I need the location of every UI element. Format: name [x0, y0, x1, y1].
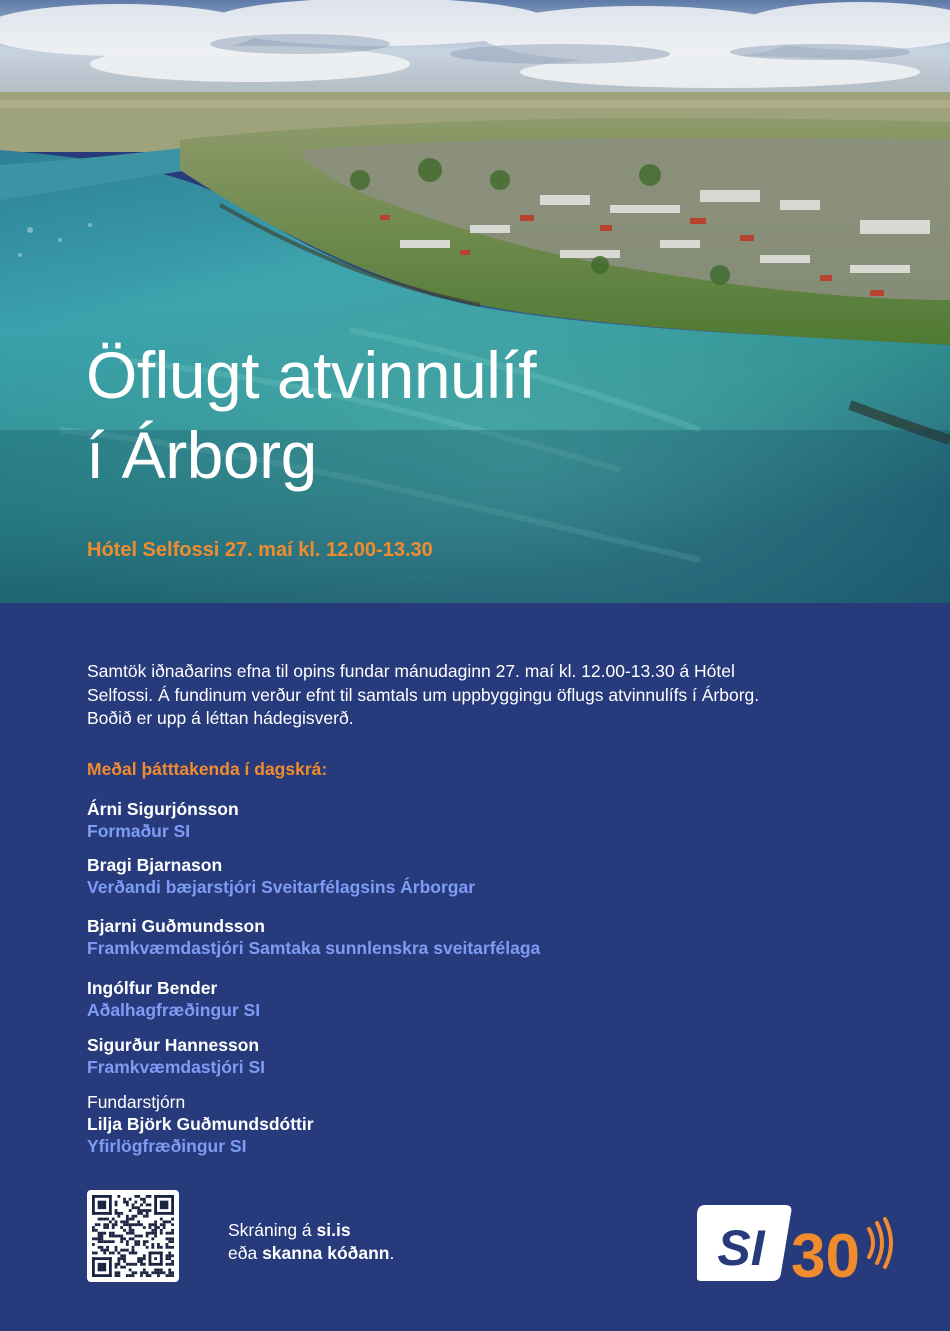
moderator-role: Yfirlögfræðingur SI	[87, 1136, 247, 1156]
registration-link[interactable]: si.is	[316, 1220, 351, 1240]
aerial-town-photo	[0, 0, 950, 603]
event-title-line1: Öflugt atvinnulíf	[86, 338, 537, 412]
speaker-name: Bjarni Guðmundsson	[87, 916, 265, 936]
speaker-role: Formaður SI	[87, 821, 191, 841]
scan-suffix: .	[389, 1243, 395, 1263]
speaker-role: Aðalhagfræðingur SI	[87, 1000, 261, 1020]
registration-line1	[228, 1219, 394, 1242]
hero-section	[0, 0, 950, 603]
logo-number: 30	[791, 1222, 860, 1283]
speaker-name: Bragi Bjarnason	[87, 855, 223, 875]
speaker-name: Árni Sigurjónsson	[87, 799, 239, 819]
registration-prefix: Skráning á	[228, 1220, 317, 1240]
speaker-item	[87, 1034, 265, 1078]
moderator-label: Fundarstjórn	[87, 1092, 186, 1112]
speaker-name: Ingólfur Bender	[87, 978, 218, 998]
speakers-heading: Meðal þátttakenda í dagskrá:	[87, 759, 328, 779]
speaker-role: Verðandi bæjarstjóri Sveitarfélagsins Árborgar	[87, 877, 476, 897]
qr-code-icon[interactable]	[87, 1190, 179, 1282]
moderator-item	[87, 1091, 314, 1157]
registration-line2	[228, 1242, 394, 1265]
event-title	[86, 335, 536, 495]
scan-prefix: eða	[228, 1243, 263, 1263]
speaker-name: Sigurður Hannesson	[87, 1035, 260, 1055]
speaker-role: Framkvæmdastjóri SI	[87, 1057, 265, 1077]
intro-paragraph: Samtök iðnaðarins efna til opins fundar mánudaginn 27. maí kl. 12.00-13.30 á Hótel Selfossi. Á fundinum verður efnt til samtals um uppbyggingu öflugs atvinnulífs í Árborg. Boðið er upp á léttan hádegisverð.	[87, 661, 760, 728]
registration-info	[228, 1219, 394, 1265]
logo-letters: SI	[717, 1220, 765, 1276]
scan-code-text: skanna kóðann	[262, 1243, 390, 1263]
speaker-role: Framkvæmdastjóri Samtaka sunnlenskra sveitarfélaga	[87, 938, 541, 958]
event-location-time: Hótel Selfossi 27. maí kl. 12.00-13.30	[87, 539, 433, 561]
speaker-item	[87, 854, 475, 898]
intro-section	[87, 660, 767, 731]
moderator-name: Lilja Björk Guðmundsdóttir	[87, 1114, 314, 1134]
qr-code-pattern	[92, 1195, 174, 1277]
speaker-item	[87, 915, 540, 959]
speaker-item	[87, 798, 239, 842]
signal-waves-icon	[869, 1219, 891, 1267]
si-30-logo	[697, 1203, 897, 1283]
event-title-line2: í Árborg	[86, 418, 317, 492]
speaker-item	[87, 977, 260, 1021]
